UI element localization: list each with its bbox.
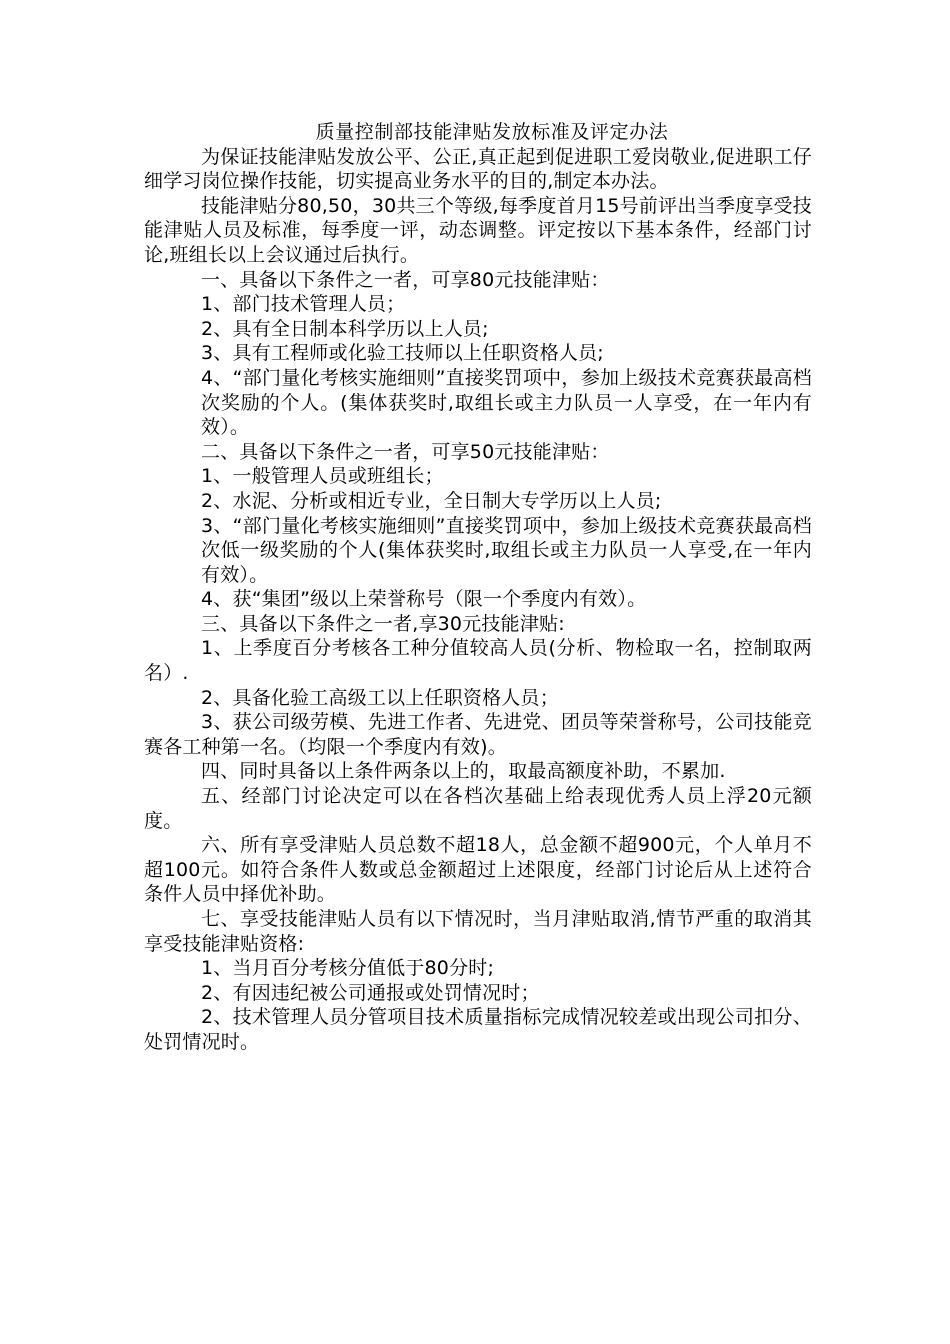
paragraph: 1、部门技术管理人员； (201, 293, 406, 316)
paragraph: 四、同时具备以上条件两条以上的，取最高额度补助，不累加. (201, 760, 726, 783)
paragraph: 2、具备化验工高级工以上任职资格人员； (201, 686, 559, 709)
paragraph: 技能津贴分80,50，30共三个等级,每季度首月15号前评出当季度享受技能津贴人员及标准，每季度一评，动态调整。评定按以下基本条件，经部门讨论,班组长以上会议通过后执行。 (144, 194, 812, 266)
document-title: 质量控制部技能津贴发放标准及评定办法 (315, 121, 669, 143)
paragraph: 二、具备以下条件之一者，可享50元技能津贴： (201, 440, 610, 463)
paragraph: 五、经部门讨论决定可以在各档次基础上给表现优秀人员上浮20元额度。 (144, 785, 812, 832)
paragraph: 3、“部门量化考核实施细则”直接奖罚项中，参加上级技术竞赛获最高档次低一级奖励的个人(集体获奖时,取组长或主力队员一人享受,在一年内有效）。 (201, 514, 812, 586)
paragraph: 1、一般管理人员或班组长； (201, 465, 444, 488)
paragraph: 为保证技能津贴发放公平、公正,真正起到促进职工爱岗敬业,促进职工仔细学习岗位操作技能，切实提高业务水平的目的,制定本办法。 (144, 145, 812, 193)
paragraph: 1、上季度百分考核各工种分值较高人员(分析、物检取一名，控制取两名）. (144, 637, 812, 685)
paragraph: 4、获“集团”级以上荣誉称号（限一个季度内有效）。 (201, 588, 647, 611)
paragraph: 七、享受技能津贴人员有以下情况时，当月津贴取消,情节严重的取消其享受技能津贴资格: (144, 908, 812, 955)
paragraph: 1、当月百分考核分值低于80分时; (201, 957, 495, 980)
document-paragraphs (144, 145, 812, 1055)
document-body (144, 120, 812, 1055)
paragraph: 一、具备以下条件之一者，可享80元技能津贴： (201, 268, 610, 291)
paragraph: 三、具备以下条件之一者,享30元技能津贴: (201, 612, 565, 635)
paragraph: 2、具有全日制本科学历以上人员; (201, 317, 489, 340)
paragraph: 3、获公司级劳模、先进工作者、先进党、团员等荣誉称号，公司技能竞赛各工种第一名。（均限一个季度内有效)。 (144, 711, 812, 758)
paragraph: 4、“部门量化考核实施细则”直接奖罚项中，参加上级技术竞赛获最高档次奖励的个人。(集体获奖时,取组长或主力队员一人享受，在一年内有效）。 (201, 366, 812, 439)
paragraph: 3、具有工程师或化验工技师以上任职资格人员; (201, 342, 604, 365)
paragraph: 2、有因违纪被公司通报或处罚情况时； (201, 981, 540, 1004)
paragraph: 六、所有享受津贴人员总数不超18人，总金额不超900元，个人单月不超100元。如符合条件人数或总金额超过上述限度，经部门讨论后从上述符合条件人员中择优补助。 (144, 834, 812, 906)
paragraph: 2、技术管理人员分管项目技术质量指标完成情况较差或出现公司扣分、处罚情况时。 (144, 1006, 812, 1053)
paragraph: 2、水泥、分析或相近专业，全日制大专学历以上人员; (201, 489, 662, 512)
